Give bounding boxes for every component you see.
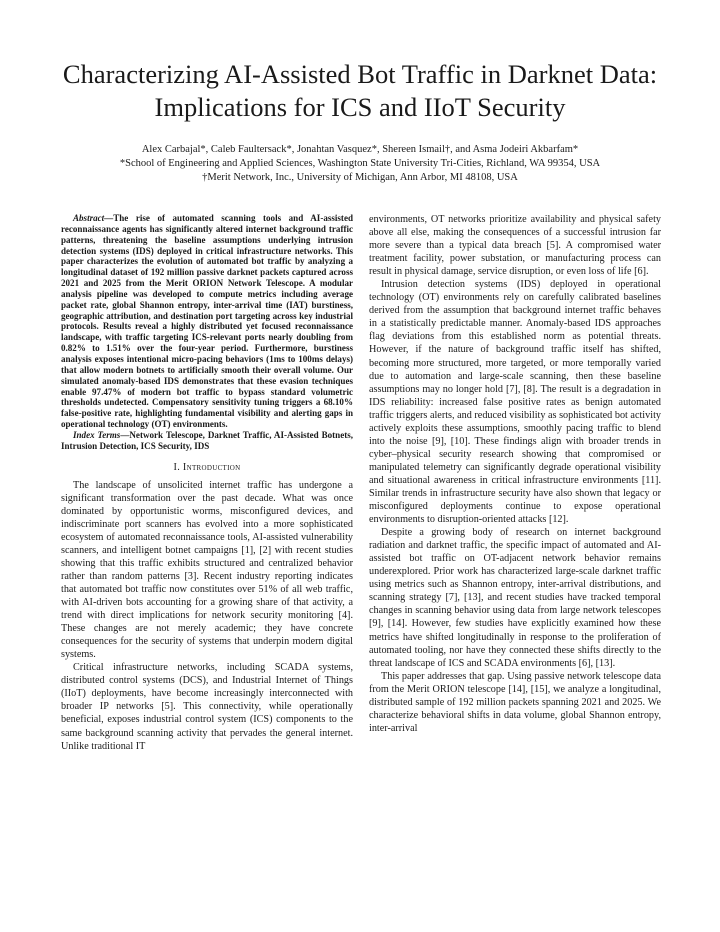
index-terms [61, 430, 353, 452]
paper-title: Characterizing AI-Assisted Bot Traffic in Darknet Data: Implications for ICS and IIoT Security [62, 59, 658, 122]
left-column [61, 213, 353, 753]
author-block [40, 143, 680, 185]
body-paragraph: This paper addresses that gap. Using passive network telescope data from the Merit ORION telescope [14], [15], we analyze a longitudinal, distributed sample of 192 million packets spanning 2021 and 2025. We characterize behavioral shifts in data volume, global Shannon entropy, inter-arrival [369, 670, 661, 734]
affiliation-wsu: *School of Engineering and Applied Sciences, Washington State University Tri-Cities, Richland, WA 99354, USA [119, 158, 601, 169]
abstract [61, 213, 353, 430]
right-column [369, 213, 661, 735]
body-paragraph: The landscape of unsolicited internet traffic has undergone a significant transformation over the past decade. What was once dominated by opportunistic worms, misconfigured devices, and indiscriminate port scanners has evolved into a more sophisticated ecosystem of automated reconnaissance tools, AI-assisted vulnerability scanners, and intelligent botnet campaigns [1], [2] with recent studies showing that this traffic exhibits structured and centralized behavior rather than random patterns [3]. Recent industry reporting indicates that automated bot traffic now constitutes over 51% of all web traffic, with AI-driven bots accounting for a growing share of that activity, a trend with direct implications for network security monitoring [4]. These changes are not merely academic; they have concrete consequences for the security of systems that underpin modern digital systems. [61, 479, 353, 661]
body-paragraph: environments, OT networks prioritize availability and physical safety above all else, making the consequences of a successful intrusion far more severe than a typical data breach [5]. A compromised water treatment facility, power substation, or manufacturing process can result in physical damage, service disruption, or even loss of life [6]. [369, 214, 661, 278]
section-heading-introduction: I. Introduction [173, 461, 241, 473]
index-terms-text: —Network Telescope, Darknet Traffic, AI-Assisted Botnets, Intrusion Detection, ICS Security, IDS [61, 429, 354, 451]
body-paragraph: Critical infrastructure networks, including SCADA systems, distributed control systems (DCS), and Industrial Internet of Things (IIoT) deployments, have become increasingly interconnected with broader IP networks [5]. This connectivity, while operationally beneficial, exposes industrial control system (ICS) components to the same background scanning activity that pervades the general internet. Unlike traditional IT [61, 662, 353, 752]
body-paragraph: Despite a growing body of research on internet background radiation and darknet traffic, the specific impact of automated and AI-assisted bot traffic on OT-adjacent network behavior remains underexplored. Prior work has characterized large-scale darknet traffic using metrics such as Shannon entropy, inter-arrival distributions, and scanning strategy [7], [13], and recent studies have tracked temporal changes in scanning behavior using data from large network telescopes [9], [14]. However, few studies have explicitly examined how these metrics have shifted longitudinally in response to the proliferation of automated tooling, nor have they connected these shifts directly to the threat landscape of ICS and SCADA environments [6], [13]. [369, 527, 661, 669]
author-list: Alex Carbajal*, Caleb Faultersack*, Jonahtan Vasquez*, Shereen Ismail†, and Asma Jodeiri Akbarfam* [141, 144, 579, 155]
abstract-text: —The rise of automated scanning tools and AI-assisted reconnaissance agents has significantly altered internet background traffic patterns, threatening the baseline assumptions underlying intrusion detection systems (IDS) deployed in critical infrastructure networks. This paper characterizes the evolution of automated bot traffic by analyzing a longitudinal dataset of 192 million passive darknet packets captured across 2021 and 2025 from the Merit ORION Network Telescope. A modular analysis pipeline was developed to compute metrics including average packet rate, global Shannon entropy, inter-arrival time (IAT) burstiness, geographic attribution, and destination port targeting across key industrial protocols. Results reveal a highly distributed yet focused reconnaissance landscape, with traffic targeting ICS-relevant ports nearly doubling from 0.82% to 1.51% over the four-year period. Furthermore, burstiness analysis exposes intentional micro-pacing behaviors (1ms to 100ms delays) that allow modern botnets to artificially smooth their overall volume. Our simulated anomaly-based IDS demonstrates that these evasion techniques enable 97.47% of modern bot traffic to bypass standard volumetric thresholds undetected. Compensatory sensitivity tuning triggers a 68.10% false-positive rate, highlighting fundamental visibility and alerting gaps in operational technology (OT) environments. [61, 213, 353, 430]
index-terms-label: Index Terms [73, 429, 121, 440]
body-paragraph: Intrusion detection systems (IDS) deployed in operational technology (OT) environments rely on carefully calibrated baselines derived from the assumption that background internet traffic behaves in a statistically predictable manner. Anomaly-based IDS approaches flag deviations from this established norm as potential threats. However, if the nature of background traffic itself has shifted, becoming more structured, more targeted, or more temporally varied due to automation and large-scale scanning, then these baseline assumptions may no longer hold [7], [8]. The result is a degradation in IDS reliability: increased false positive rates as benign automated traffic triggers alerts, and reduced visibility as sophisticated bot activity actively exploits these assumptions, smoothly pacing traffic to blend into the noise [9], [10]. These findings align with broader trends in cyber–physical security research showing that compromised or manipulated telemetry can significantly degrade operational visibility and situational awareness in critical infrastructure environments [11]. Similar trends in infrastructure security have also shown that legacy or misconfigured deployments continue to expose operational environments to disruption-oriented attacks [12]. [369, 279, 661, 526]
abstract-label: Abstract [73, 213, 105, 223]
affiliation-merit: †Merit Network, Inc., University of Michigan, Ann Arbor, MI 48108, USA [202, 172, 518, 183]
